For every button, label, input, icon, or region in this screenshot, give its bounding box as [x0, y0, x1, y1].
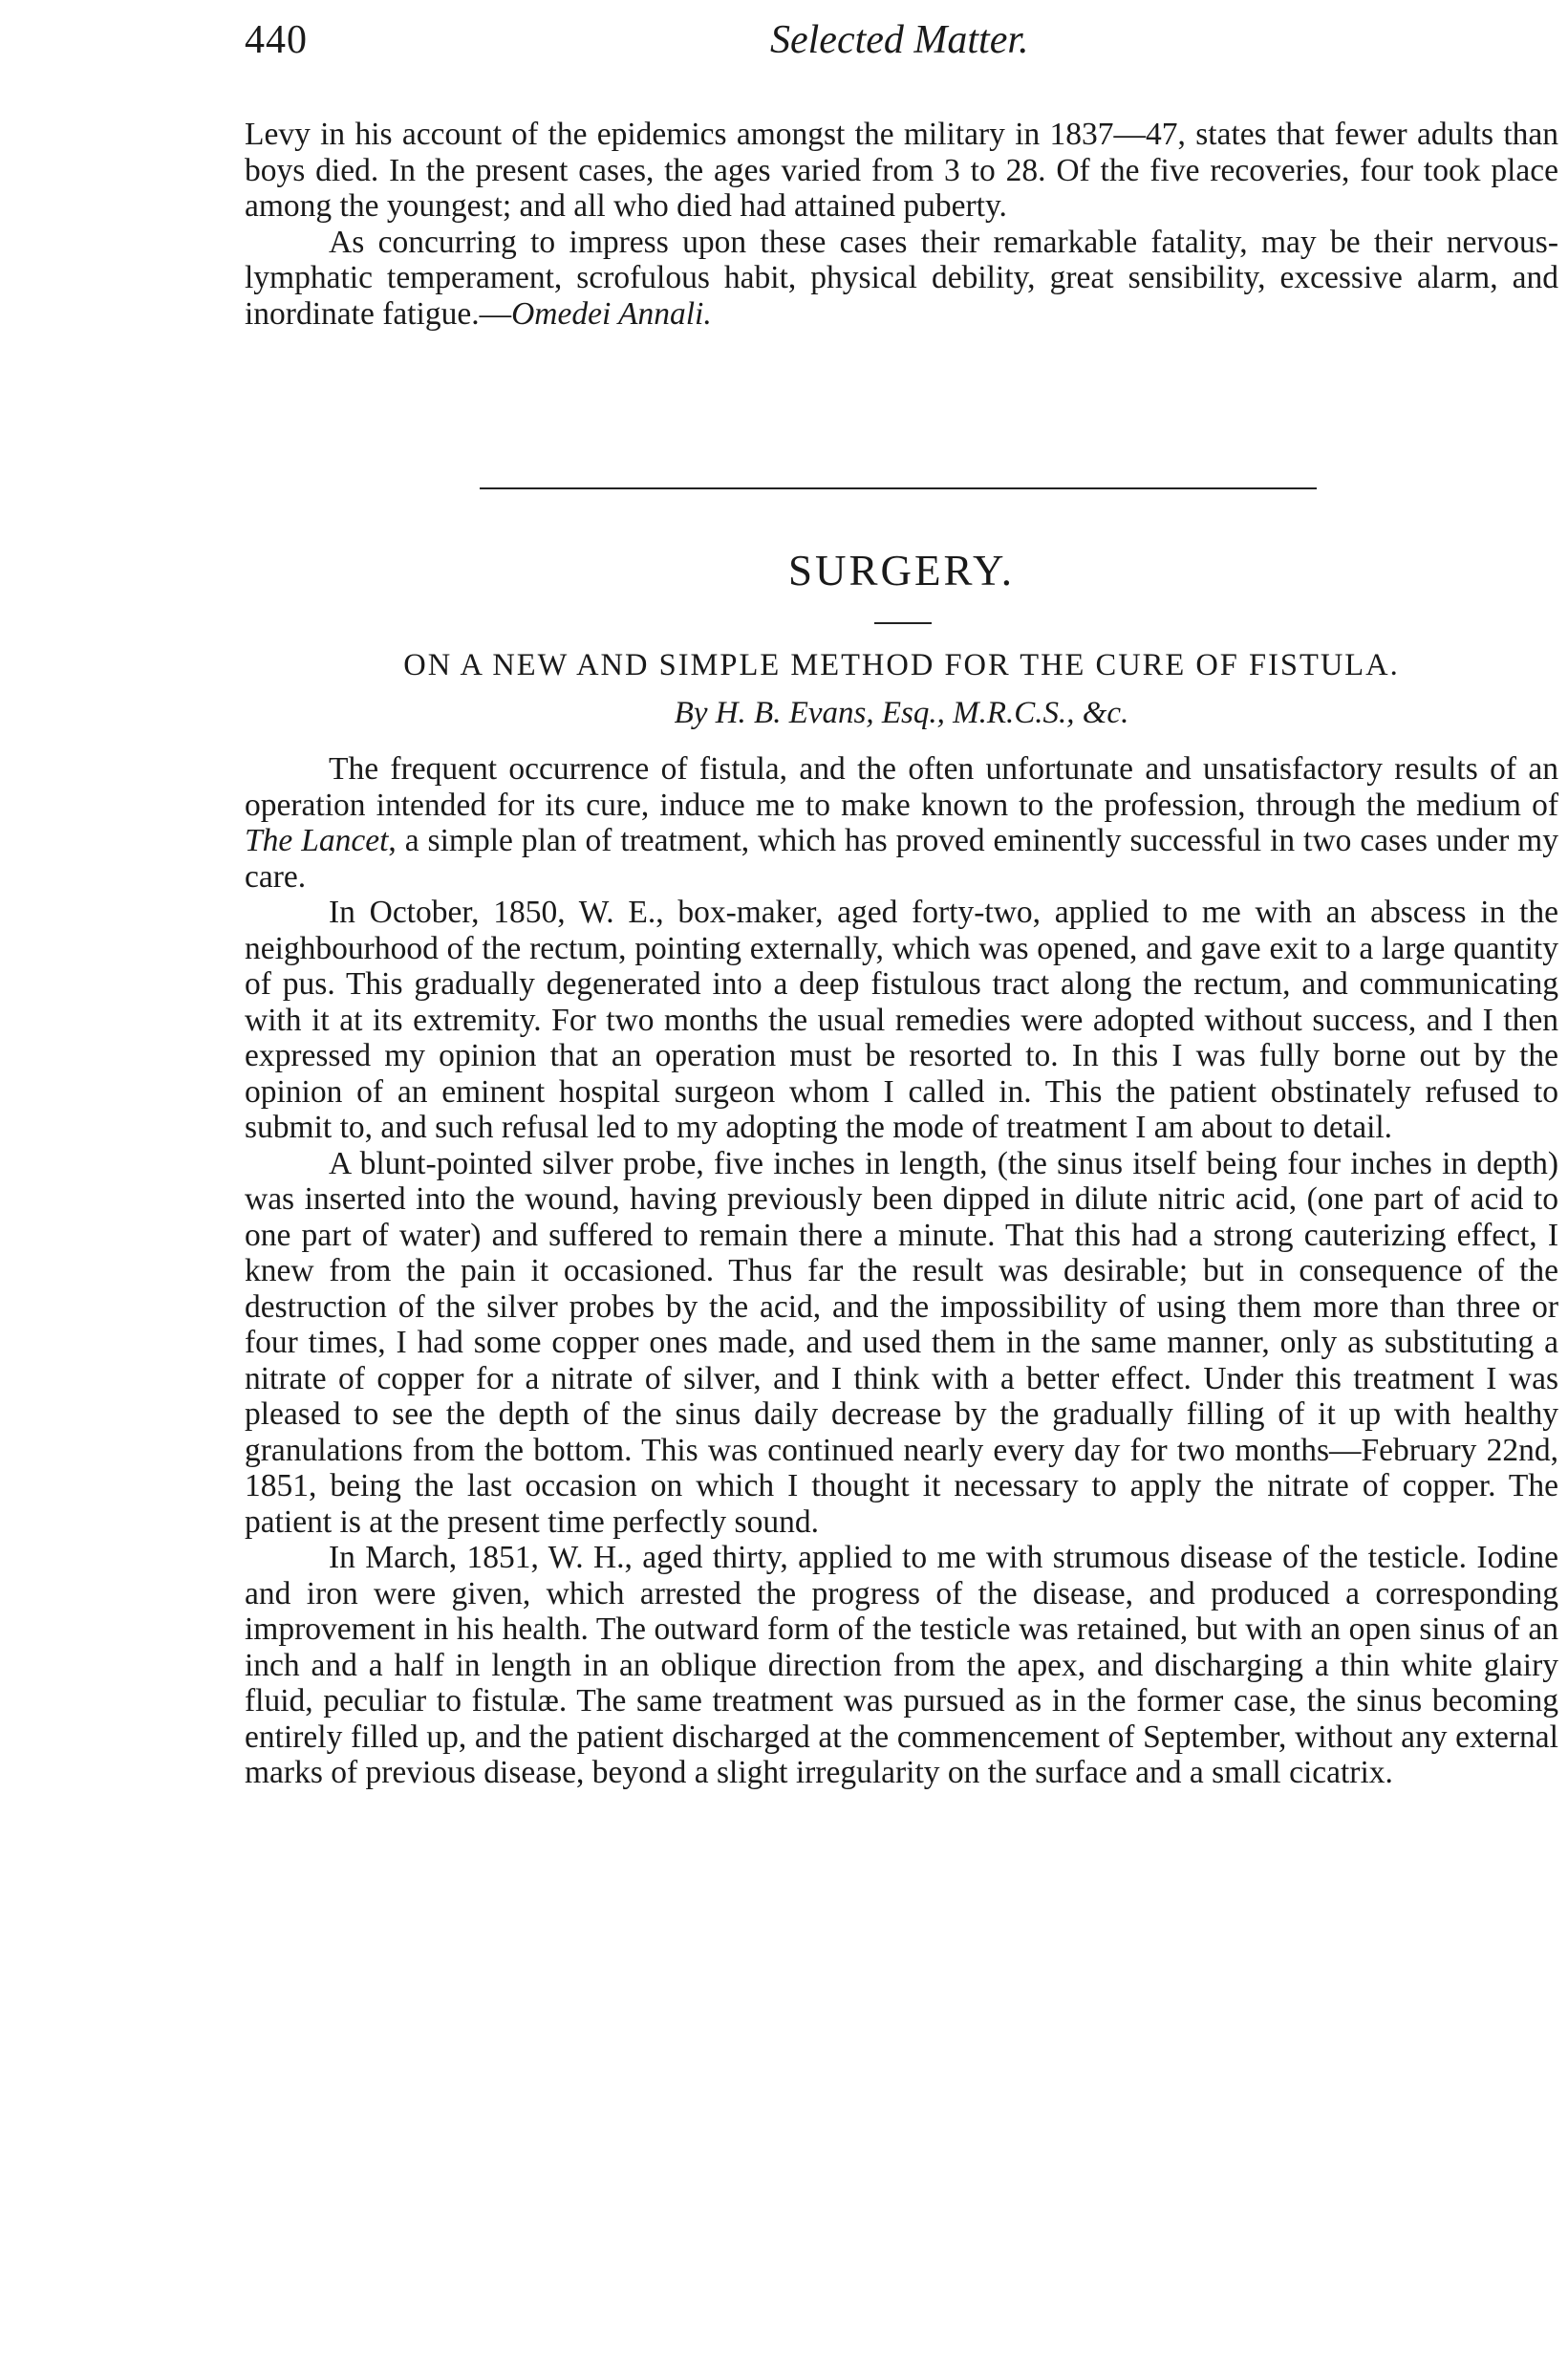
intro-paragraph-conclusion — [245, 225, 1558, 333]
article-paragraph-treatment: A blunt-pointed silver probe, five inches in length, (the sinus itself being four inches in depth) was inserted into the wound, having previously been dipped in dilute nitric acid, (one part of acid to one part of water) and suffered to remain there a minute. That this had a strong cauterizing effect, I knew from the pain it occasioned. Thus far the result was desirable; but in consequence of the destruction of the silver probes by the acid, and the impossibility of using them more than three or four times, I had some copper ones made, and used them in the same manner, only as substituting a nitrate of copper for a nitrate of silver, and I think with a better effect. Under this treatment I was pleased to see the depth of the sinus daily decrease by the gradually filling of it up with healthy granulations from the bottom. This was continued nearly every day for two months—February 22nd, 1851, being the last occasion on which I thought it necessary to apply the nitrate of copper. The patient is at the present time perfectly sound. — [245, 1145, 1558, 1540]
article-paragraph-case-two: In March, 1851, W. H., aged thirty, applied to me with strumous disease of the testicle. Iodine and iron were given, which arrested the progress of the disease, and produced a corresponding improvement in his health. The outward form of the testicle was retained, but with an open sinus of an inch and a half in length in an oblique direction from the apex, and discharging a thin white glairy fluid, peculiar to fistulæ. The same treatment was pursued as in the former case, the sinus becoming entirely filled up, and the patient discharged at the commencement of September, without any external marks of previous disease, beyond a slight irregularity on the surface and a small cicatrix. — [245, 1540, 1558, 1790]
intro-paragraph: Levy in his account of the epidemics amongst the military in 1837—47, states that fewer adults than boys died. In the present cases, the ages varied from 3 to 28. Of the five recoveries, four took place among the youngest; and all who died had attained puberty. — [245, 117, 1558, 224]
article-body — [245, 751, 1558, 1791]
running-head: Selected Matter. — [770, 18, 1029, 62]
article-paragraph-case-one: In October, 1850, W. E., box-maker, aged forty-two, applied to me with an abscess in the neighbourhood of the rectum, pointing externally, which was opened, and gave exit to a large quantity of pus. This gradually degenerated into a deep fistulous tract along the rectum, and communicating with it at its extremity. For two months the usual remedies were adopted without success, and I then expressed my opinion that an operation must be resorted to. In this I was fully borne out by the opinion of an eminent hospital surgeon whom I called in. This the patient obstinately refused to submit to, and such refusal led to my adopting the mode of treatment I am about to detail. — [245, 895, 1558, 1145]
section-heading: SURGERY. — [787, 547, 1015, 594]
source-citation: Omedei Annali. — [511, 295, 712, 332]
section-divider-rule — [480, 487, 1317, 489]
article-title: ON A NEW AND SIMPLE METHOD FOR THE CURE OF FISTULA. — [403, 648, 1400, 682]
heading-ornament-rule — [874, 622, 932, 624]
page-header — [245, 17, 1520, 75]
conclusion-text: As concurring to impress upon these cases their remarkable fatality, may be their nervous-lymphatic temperament, scrofulous habit, physical debility, great sensibility, excessive alarm, and inordinate fatigue.— — [245, 224, 1558, 332]
page-number: 440 — [245, 18, 308, 62]
p1-text-before: The frequent occurrence of fistula, and the often unfortunate and unsatisfactory results of an operation intended for its cure, induce me to make known to the profession, through the medium of — [245, 751, 1558, 823]
intro-text — [245, 117, 1558, 332]
journal-name: The Lancet — [245, 823, 389, 858]
article-paragraph-intro — [245, 751, 1558, 895]
article-byline: By H. B. Evans, Esq., M.R.C.S., &c. — [674, 696, 1129, 730]
p1-text-after: , a simple plan of treatment, which has proved eminently successful in two cases under my care. — [245, 823, 1558, 895]
